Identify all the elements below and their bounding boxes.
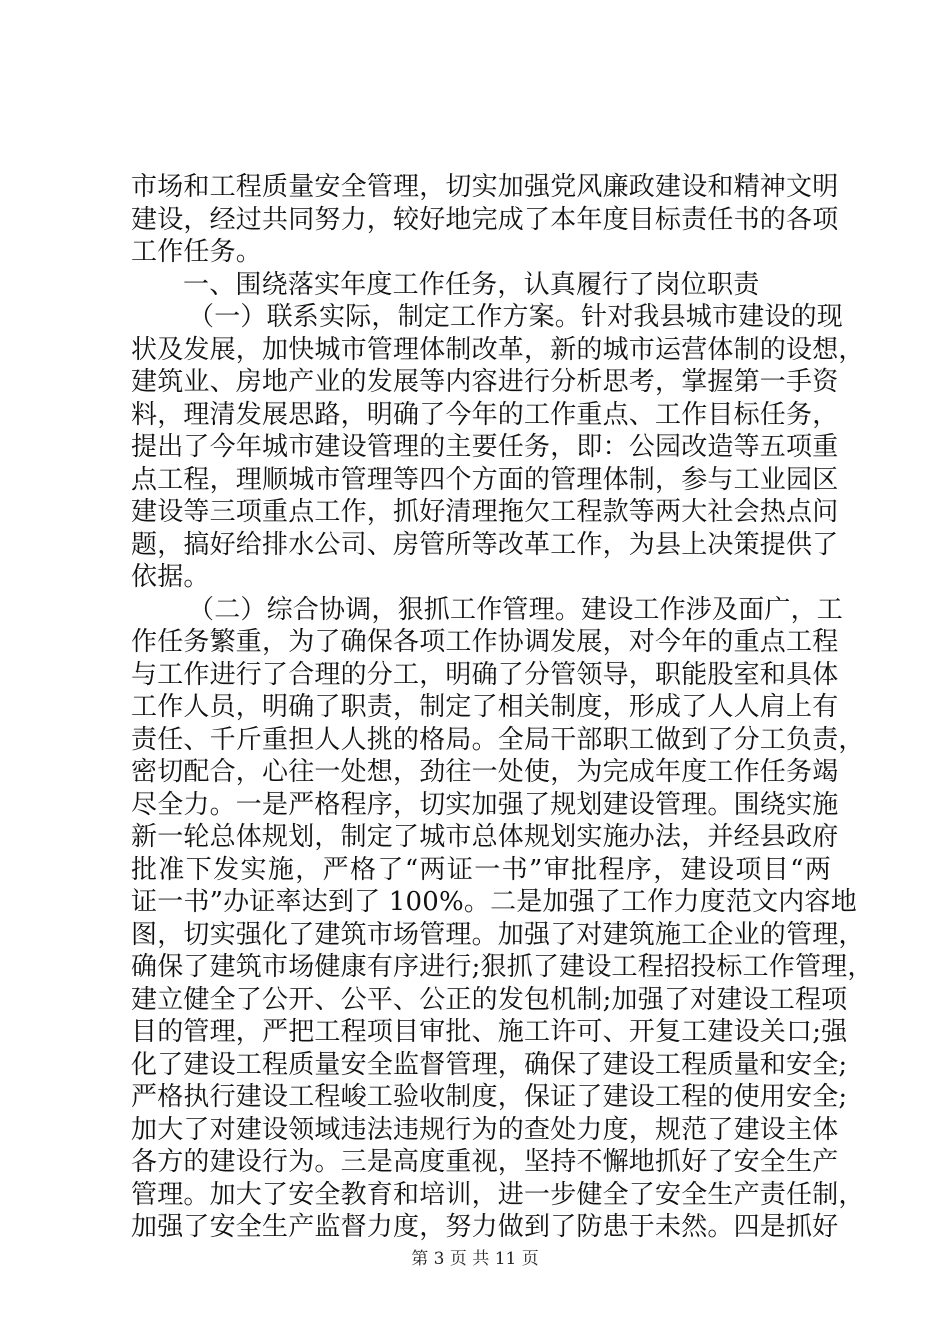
text-line: 市场和工程质量安全管理，切实加强党风廉政建设和精神文明 — [131, 172, 839, 202]
text-line: 管理。加大了安全教育和培训，进一步健全了安全生产责任制， — [131, 1179, 865, 1210]
text-line: 建筑业、房地产业的发展等内容进行分析思考，掌握第一手资 — [131, 367, 839, 397]
text-line: 题，搞好给排水公司、房管所等改革工作，为县上决策提供了 — [131, 529, 839, 560]
page-number-footer: 第 3 页 共 11 页 — [411, 1249, 539, 1269]
text-line: 加强了安全生产监督力度，努力做到了防患于未然。四是抓好 — [131, 1212, 839, 1242]
text-line: 图，切实强化了建筑市场管理。加强了对建筑施工企业的管理， — [131, 919, 865, 950]
text-line: 化了建设工程质量安全监督管理，确保了建设工程质量和安全; — [131, 1049, 848, 1080]
text-line: 各方的建设行为。三是高度重视，坚持不懈地抓好了安全生产 — [131, 1147, 839, 1177]
text-line: 密切配合，心往一处想，劲往一处使，为完成年度工作任务竭 — [131, 757, 839, 787]
text-line: 目的管理，严把工程项目审批、施工许可、开复工建设关口;强 — [131, 1017, 848, 1047]
text-line: 批准下发实施，严格了“两证一书”审批程序，建设项目“两 — [131, 854, 831, 885]
text-line: 提出了今年城市建设管理的主要任务，即：公园改造等五项重 — [131, 432, 839, 462]
paragraph-first-line: （一）联系实际，制定工作方案。针对我县城市建设的现 — [188, 302, 844, 332]
text-line: 确保了建筑市场健康有序进行;狠抓了建设工程招投标工作管理， — [131, 952, 874, 982]
document-body — [131, 171, 874, 1244]
text-line: 与工作进行了合理的分工，明确了分管领导，职能股室和具体 — [131, 659, 839, 690]
paragraph-first-line: （二）综合协调，狠抓工作管理。建设工作涉及面广，工 — [188, 594, 844, 625]
text-line: 工作人员，明确了职责，制定了相关制度，形成了人人肩上有 — [131, 692, 839, 722]
text-line: 状及发展，加快城市管理体制改革，新的城市运营体制的设想， — [131, 334, 865, 365]
text-line: 建设等三项重点工作，抓好清理拖欠工程款等两大社会热点问 — [131, 497, 839, 527]
text-line: 工作任务。 — [131, 237, 263, 267]
text-line: 依据。 — [131, 562, 210, 592]
text-line: 新一轮总体规划，制定了城市总体规划实施办法，并经县政府 — [131, 822, 839, 852]
text-line: 点工程，理顺城市管理等四个方面的管理体制，参与工业园区 — [131, 464, 839, 495]
text-line: 严格执行建设工程峻工验收制度，保证了建设工程的使用安全; — [131, 1082, 848, 1112]
text-line: 证一书”办证率达到了 100%。二是加强了工作力度范文内容地 — [131, 887, 857, 917]
section-heading: 一、围绕落实年度工作任务，认真履行了岗位职责 — [183, 269, 760, 300]
text-line: 建设，经过共同努力，较好地完成了本年度目标责任书的各项 — [131, 204, 839, 235]
text-line: 料，理清发展思路，明确了今年的工作重点、工作目标任务， — [131, 399, 839, 430]
text-line: 建立健全了公开、公平、公正的发包机制;加强了对建设工程项 — [131, 984, 848, 1015]
text-line: 作任务繁重，为了确保各项工作协调发展，对今年的重点工程 — [131, 627, 839, 657]
text-line: 加大了对建设领域违法违规行为的查处力度，规范了建设主体 — [131, 1114, 839, 1145]
text-line: 责任、千斤重担人人挑的格局。全局干部职工做到了分工负责， — [131, 724, 865, 755]
text-line: 尽全力。一是严格程序，切实加强了规划建设管理。围绕实施 — [131, 789, 839, 820]
